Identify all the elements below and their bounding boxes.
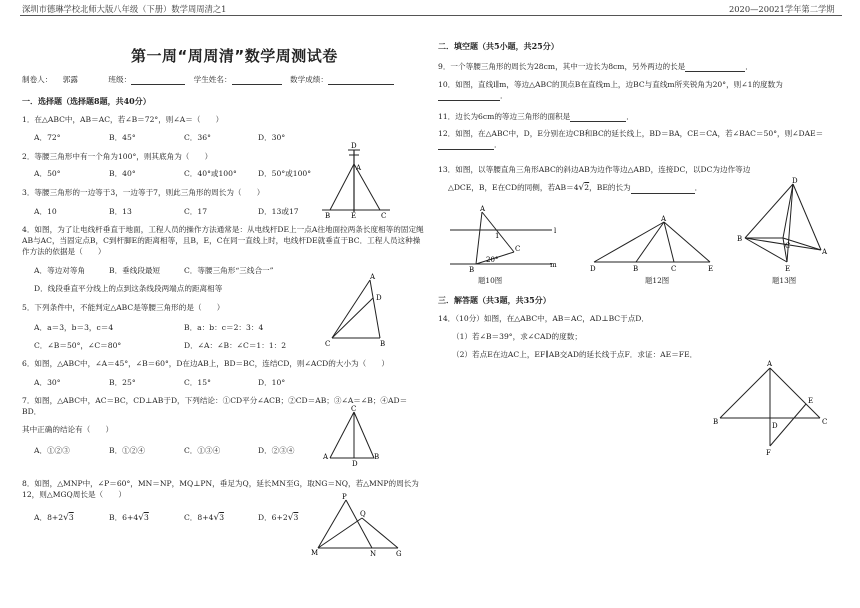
fig13-label-d: D [792, 177, 798, 185]
fig4-label-b: B [325, 212, 331, 220]
q12-stem: 12．如图，在△ABC中，D，E分别在边CB和BC的延长线上，BD＝BA，CE＝CA，若∠BAC＝50°，则∠DAE＝． [438, 129, 824, 149]
fig8-label-n: N [370, 550, 377, 558]
q6-option-d[interactable]: D．10° [258, 378, 286, 387]
header-right: 2020—20021学年第二学期 [729, 4, 835, 14]
q8-option-d-radicand: 3 [293, 513, 299, 522]
fig14-label-a: A [767, 360, 773, 368]
maker-label: 制卷人： [22, 75, 53, 84]
caption-fig12: 题12图 [645, 276, 670, 285]
fig13-label-c: C [785, 242, 791, 250]
q10-stem: 10．如图，直线l∥m，等边△ABC的顶点B在直线m上，边BC与直线m所夹锐角为20°，则∠1的度数为． [438, 80, 783, 100]
q14-stem: 14．（10分）如图，在△ABC中，AB＝AC，AD⊥BC于点D． [438, 314, 649, 323]
q4-option-c[interactable]: C．等腰三角形“三线合一” [184, 266, 274, 275]
fig14-label-d: D [772, 422, 778, 430]
q7-option-d[interactable]: D．②③④ [258, 446, 295, 455]
q3-option-a[interactable]: A．10 [34, 207, 57, 216]
q5-option-c[interactable]: C．∠B＝50°，∠C＝80° [34, 341, 122, 350]
figure-q13-triangles [733, 176, 829, 276]
q3-option-b[interactable]: B．13 [109, 207, 132, 216]
q8-option-b-radicand: 3 [143, 513, 149, 522]
q8-option-c-radicand: 3 [219, 513, 225, 522]
q2-option-a[interactable]: A．50° [34, 169, 61, 178]
q8-option-a-radicand: 3 [68, 513, 74, 522]
q7-stem2: 其中正确的结论有（ ） [22, 425, 114, 434]
fig13-label-a: A [822, 248, 828, 256]
fig7-label-c: C [351, 405, 357, 413]
q14-part2: （2）若点E在边AC上，EF∥AB交AD的延长线于点F．求证：AE＝FE． [452, 350, 698, 359]
fig10-label-c: C [515, 245, 521, 253]
fig6-label-c: C [325, 340, 331, 348]
q8-stem: 8．如图，△MNP中，∠P＝60°，MN＝NP，MQ⊥PN，垂足为Q，延长MN至G，取NG＝NQ，若△MNP的周长为12，则△MGQ周长是（ ） [22, 479, 419, 499]
q4-option-d[interactable]: D．线段垂直平分线上的点到这条线段两端点的距离相等 [34, 284, 223, 293]
fig8-label-g: G [396, 550, 402, 558]
fig10-label-a: A [480, 205, 486, 213]
fig10-label-m: m [550, 261, 557, 269]
fig12-label-a: A [661, 215, 667, 223]
q9-text: 9．一个等腰三角形的周长为28cm，其中一边长为8cm，另外两边的长是 [438, 62, 686, 71]
q10-blank[interactable] [438, 92, 500, 101]
score-label: 数学成绩： [290, 75, 328, 84]
q1-stem: 1．在△ABC中，AB＝AC，若∠B＝72°，则∠A＝（ ） [22, 115, 224, 124]
figure-q10-parallel-lines [448, 200, 560, 278]
fig12-label-e: E [708, 265, 714, 273]
section2-title: 二．填空题（共5小题，共25分） [438, 41, 559, 51]
fig14-label-e: E [808, 397, 814, 405]
fig14-label-b: B [713, 418, 719, 426]
q13-radicand: 2 [584, 183, 590, 192]
q1-option-d[interactable]: D．30° [258, 133, 286, 142]
fig10-label-angle1: 1 [495, 232, 500, 240]
fig10-label-20deg: 20° [486, 256, 499, 264]
q4-option-b[interactable]: B．垂线段最短 [109, 266, 161, 275]
q7-option-a[interactable]: A．①②③ [34, 446, 70, 455]
class-label: 班级： [108, 75, 132, 84]
q7-option-b[interactable]: B．①②④ [109, 446, 145, 455]
q8-option-c[interactable]: C．8+4√3 [184, 513, 225, 523]
info-line [22, 74, 394, 85]
q8-option-b-text: B．6+4 [109, 513, 139, 522]
fig4-label-a: A [356, 164, 362, 172]
q12-text: 12．如图，在△ABC中，D，E分别在边CB和BC的延长线上，BD＝BA，CE＝CA，若∠BAC＝50°，则∠DAE＝ [438, 129, 824, 138]
fig6-label-b: B [380, 340, 386, 348]
q2-option-b[interactable]: B．40° [109, 169, 136, 178]
header-rule [20, 15, 842, 16]
score-blank[interactable] [328, 76, 394, 85]
q5-option-b[interactable]: B．a：b：c＝2：3：4 [184, 323, 264, 332]
q7-stem: 7．如图，△ABC中，AC＝BC，CD⊥AB于D，下列结论：①CD平分∠ACB；②CD＝AB；③∠A＝∠B；④AD＝BD． [22, 396, 408, 416]
q13-stem-line1: 13．如图，以等腰直角三角形ABC的斜边AB为边作等边△ABD，连接DC，以DC为边作等边 [438, 165, 751, 174]
q1-option-b[interactable]: B．45° [109, 133, 136, 142]
q2-stem: 2．等腰三角形中有一个角为100°，则其底角为（ ） [22, 152, 213, 161]
header-left: 深圳市德琳学校北师大版八年级（下册）数学周周清之1 [22, 4, 227, 14]
class-blank[interactable] [131, 76, 185, 85]
q3-option-d[interactable]: D．13或17 [258, 207, 299, 216]
caption-fig10: 题10图 [478, 276, 503, 285]
fig13-label-e: E [785, 265, 791, 273]
q13-stem-line2: △DCE，B，E在CD的同侧，若AB＝4√2，BE的长为 ． [448, 183, 703, 193]
q13-blank[interactable] [631, 185, 695, 194]
q7-option-c[interactable]: C．①③④ [184, 446, 221, 455]
fig6-label-a: A [370, 273, 376, 281]
fig8-label-m: M [311, 549, 319, 557]
fig12-label-b: B [633, 265, 639, 273]
q8-option-c-text: C．8+4 [184, 513, 214, 522]
q14-part1: （1）若∠B＝39°，求∠CAD的度数； [452, 332, 582, 341]
section1-title: 一．选择题（选择题8题，共40分） [22, 96, 151, 106]
q8-option-d[interactable]: D．6+2√3 [258, 513, 299, 523]
fig7-label-d: D [352, 460, 358, 468]
q5-stem: 5．下列条件中，不能判定△ABC是等腰三角形的是（ ） [22, 303, 225, 312]
figure-q6-triangle [320, 270, 388, 352]
section3-title: 三．解答题（共3题，共35分） [438, 295, 551, 305]
fig7-label-a: A [323, 453, 329, 461]
q13-text-c: ，BE的长为 [589, 183, 631, 192]
fig14-label-c: C [822, 418, 828, 426]
page-title: 第一周“周周清”数学周测试卷 [131, 47, 338, 65]
q8-option-b[interactable]: B．6+4√3 [109, 513, 149, 523]
figure-q7-triangle [318, 404, 380, 468]
fig14-label-f: F [766, 449, 771, 457]
q2-option-d[interactable]: D．50°或100° [258, 169, 312, 178]
q11-text: 11．边长为6cm的等边三角形的面积是 [438, 112, 571, 121]
fig8-label-q: Q [360, 510, 366, 518]
q4-stem: 4．如图，为了让电线杆垂直于地面，工程人员的操作方法通常是：从电线杆DE上一点A往地面拉两条长度相等的固定绳AB与AC，当固定点B，C到杆脚E的距离相等，且B，E，C在同一直线上时，电线杆DE就垂直于BC．工程人员这种操作方法的依据是（ ） [22, 225, 424, 256]
q6-stem: 6．如图，△ABC中，∠A＝45°，∠B＝60°，D在边AB上，BD＝BC，连结CD，则∠ACD的大小为（ ） [22, 359, 390, 368]
q8-option-d-text: D．6+2 [258, 513, 288, 522]
caption-fig13: 题13图 [772, 276, 797, 285]
q8-option-a[interactable]: A．8+2√3 [34, 513, 74, 523]
name-label: 学生姓名： [193, 75, 232, 84]
q5-option-d[interactable]: D．∠A：∠B：∠C＝1：1：2 [184, 341, 287, 350]
q5-option-a[interactable]: A．a＝3，b＝3，c＝4 [34, 323, 114, 332]
fig6-label-d: D [376, 294, 382, 302]
maker-name: 郭露 [62, 75, 78, 84]
q1-option-a[interactable]: A．72° [34, 133, 61, 142]
fig10-label-l: l [554, 227, 557, 235]
name-blank[interactable] [232, 76, 282, 85]
q10-text: 10．如图，直线l∥m，等边△ABC的顶点B在直线m上，边BC与直线m所夹锐角为20°，则∠1的度数为 [438, 80, 783, 89]
figure-q8-triangle [310, 492, 408, 560]
fig4-label-c: C [381, 212, 387, 220]
q9-stem: 9．一个等腰三角形的周长为28cm，其中一边长为8cm，另外两边的长是 ． [438, 62, 753, 71]
q6-option-b[interactable]: B．25° [109, 378, 136, 387]
fig12-label-d: D [590, 265, 596, 273]
fig4-label-d: D [351, 142, 357, 150]
q1-option-c[interactable]: C．36° [184, 133, 211, 142]
q3-option-c[interactable]: C．17 [184, 207, 208, 216]
q11-blank[interactable] [570, 113, 626, 122]
fig12-label-c: C [671, 265, 677, 273]
q6-option-c[interactable]: C．15° [184, 378, 211, 387]
fig7-label-b: B [374, 453, 380, 461]
figure-q14-triangle [708, 356, 836, 460]
q2-option-c[interactable]: C．40°或100° [184, 169, 237, 178]
q9-blank[interactable] [685, 63, 745, 72]
figure-q12-triangle [586, 214, 720, 276]
q13-text-b: △DCE，B，E在CD的同侧，若AB＝4 [448, 183, 579, 192]
figure-q4-pole [318, 142, 394, 220]
q6-option-a[interactable]: A．30° [34, 378, 61, 387]
fig10-label-b: B [469, 266, 475, 274]
q11-stem: 11．边长为6cm的等边三角形的面积是 ． [438, 112, 634, 121]
fig8-label-p: P [342, 493, 347, 501]
q12-blank[interactable] [438, 141, 494, 150]
fig4-label-e: E [351, 212, 357, 220]
q4-option-a[interactable]: A．等边对等角 [34, 266, 86, 275]
fig13-label-b: B [737, 235, 743, 243]
q3-stem: 3．等腰三角形的一边等于3，一边等于7，则此三角形的周长为（ ） [22, 188, 265, 197]
q8-option-a-text: A．8+2 [34, 513, 64, 522]
